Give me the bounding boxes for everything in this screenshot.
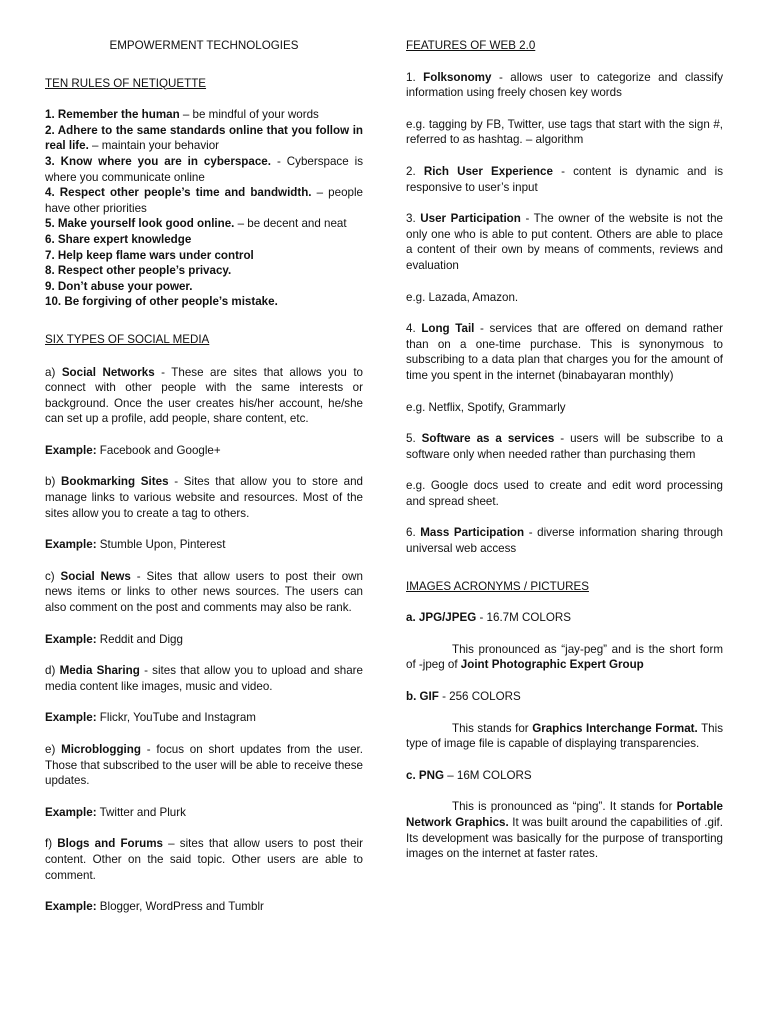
social-example: Example: Flickr, YouTube and Instagram bbox=[45, 711, 256, 725]
social-example: Example: Stumble Upon, Pinterest bbox=[45, 538, 226, 552]
rule-item: 1. Remember the human – be mindful of your words bbox=[45, 108, 319, 122]
social-type-item: c) Social News - Sites that allow users to post their own news items or links to other news sources. The users can also comment on the post and comments may also be rank. bbox=[45, 569, 363, 615]
image-format-label: b. GIF - 256 COLORS bbox=[406, 690, 521, 704]
rule-item: 2. Adhere to the same standards online that you follow in real life. – maintain your behavior bbox=[45, 123, 363, 153]
feature-example: e.g. Netflix, Spotify, Grammarly bbox=[406, 400, 566, 414]
social-example: Example: Blogger, WordPress and Tumblr bbox=[45, 900, 264, 914]
right-column bbox=[406, 38, 723, 862]
rule-item: 4. Respect other people’s time and bandwidth. – people have other priorities bbox=[45, 186, 363, 215]
rule-item: 6. Share expert knowledge bbox=[45, 232, 192, 246]
rule-item: 3. Know where you are in cyberspace. - Cyberspace is where you communicate online bbox=[45, 154, 363, 184]
web-features-heading: FEATURES OF WEB 2.0 bbox=[406, 39, 536, 52]
feature-item: 1. Folksonomy - allows user to categorize and classify information using freely chosen key words bbox=[406, 70, 723, 100]
document-title: EMPOWERMENT TECHNOLOGIES bbox=[109, 39, 299, 52]
social-type-item: f) Blogs and Forums – sites that allow users to post their content. Other on the said topic. Other users are able to comment. bbox=[45, 837, 363, 882]
rule-item: 7. Help keep flame wars under control bbox=[45, 248, 254, 262]
image-format-desc: This pronounced as “jay-peg” and is the short form of -jpeg of Joint Photographic Expert Group bbox=[406, 642, 723, 672]
feature-example: e.g. tagging by FB, Twitter, use tags that start with the sign #, referred to as hashtag. – algorithm bbox=[406, 117, 723, 147]
feature-item: 2. Rich User Experience - content is dynamic and is responsive to user’s input bbox=[406, 164, 724, 194]
feature-item: 3. User Participation - The owner of the website is not the only one who is able to put content. Others are able to place a content of their own by means of comments, reviews and evaluation bbox=[406, 212, 724, 272]
feature-item: 6. Mass Participation - diverse information sharing through universal web access bbox=[406, 526, 723, 556]
feature-example: e.g. Google docs used to create and edit word processing and spread sheet. bbox=[406, 479, 723, 508]
social-example: Example: Reddit and Digg bbox=[45, 632, 183, 646]
social-type-item: b) Bookmarking Sites - Sites that allow you to store and manage links to various website and resources. Most of the sites allow you to create a tag to others. bbox=[45, 475, 363, 520]
images-heading: IMAGES ACRONYMS / PICTURES bbox=[406, 579, 589, 593]
social-type-item: e) Microblogging - focus on short updates from the user. Those that subscribed to the user will be able to receive these updates. bbox=[45, 743, 363, 788]
left-column bbox=[45, 38, 363, 915]
social-type-item: d) Media Sharing - sites that allow you to upload and share media content like images, music and video. bbox=[45, 664, 363, 693]
feature-item: 5. Software as a services - users will be subscribe to a software only when needed rather than purchasing them bbox=[406, 432, 724, 461]
netiquette-rules-list bbox=[45, 107, 363, 310]
netiquette-heading: TEN RULES OF NETIQUETTE bbox=[45, 76, 207, 90]
image-format-desc: This stands for Graphics Interchange Format. This type of image file is capable of displaying transparencies. bbox=[406, 721, 723, 751]
social-type-item: a) Social Networks - These are sites that allows you to connect with other people with the same interests or background. Once the user creates his/her account, he/she can set up a profile, add people, share content, etc. bbox=[45, 365, 363, 426]
rule-item: 9. Don’t abuse your power. bbox=[45, 279, 193, 293]
rule-item: 5. Make yourself look good online. – be decent and neat bbox=[45, 217, 347, 231]
image-format-label: c. PNG – 16M COLORS bbox=[406, 768, 532, 782]
rule-item: 8. Respect other people’s privacy. bbox=[45, 264, 232, 278]
social-example: Example: Twitter and Plurk bbox=[45, 805, 186, 819]
rule-item: 10. Be forgiving of other people’s mistake. bbox=[45, 295, 278, 309]
feature-example: e.g. Lazada, Amazon. bbox=[406, 290, 519, 304]
social-media-heading: SIX TYPES OF SOCIAL MEDIA bbox=[45, 332, 210, 346]
image-format-desc: This is pronounced as “ping”. It stands for Portable Network Graphics. It was built around the capabilities of .gif. Its development was basically for the purpose of transporting images on the internet at faster rates. bbox=[406, 800, 723, 861]
social-example: Example: Facebook and Google+ bbox=[45, 443, 221, 457]
feature-item: 4. Long Tail - services that are offered on demand rather than on a one-time purchase. This is synonymous to subscribing to a data plan that charges you for the amount of time you spent in the internet (binabayaran monthly) bbox=[406, 322, 723, 382]
image-format-label: a. JPG/JPEG - 16.7M COLORS bbox=[406, 611, 571, 625]
